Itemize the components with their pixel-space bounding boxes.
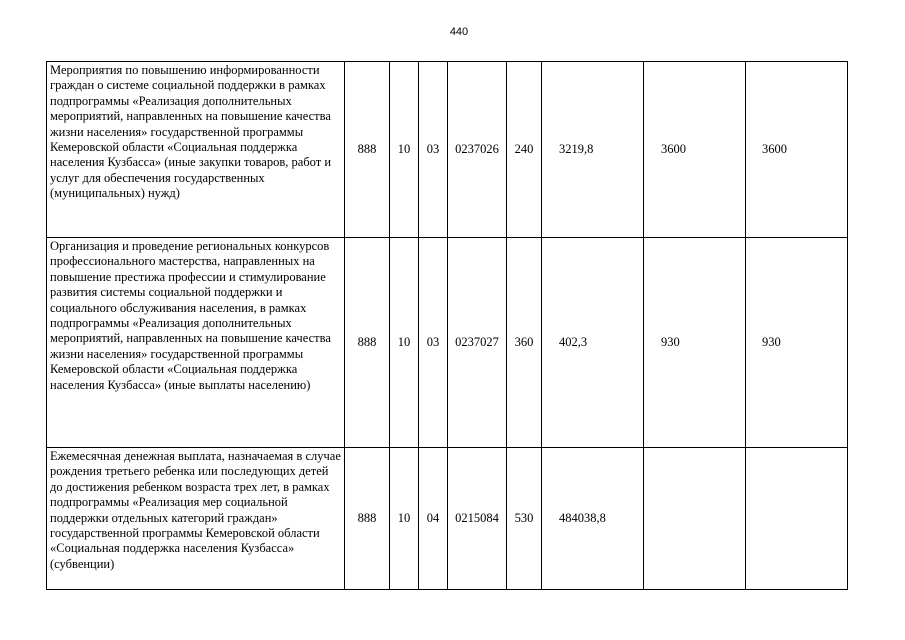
table-row — [47, 448, 848, 590]
row-description: Ежемесячная денежная выплата, назначаемая в случае рождения третьего ребенка или последующих детей до достижения ребенком возраста трех лет, в рамках подпрограммы «Реализация мер социальной поддержки отдельных категорий граждан» государственной программы Кемеровской области «Социальная поддержка населения Кузбасса» (субвенции) — [47, 448, 345, 590]
amount-year-2: 3600 — [644, 62, 746, 238]
amount-year-1: 402,3 — [542, 238, 644, 448]
target-article-code: 0237027 — [448, 238, 507, 448]
target-article-code: 0215084 — [448, 448, 507, 590]
row-description: Мероприятия по повышению информированности граждан о системе социальной поддержки в рамках подпрограммы «Реализация дополнительных мероприятий, направленных на повышение качества жизни населения» государственной программы Кемеровской области «Социальная поддержка населения Кузбасса» (иные закупки товаров, работ и услуг для обеспечения государственных (муниципальных) нужд) — [47, 62, 345, 238]
budget-table — [46, 61, 848, 590]
expense-type-code: 240 — [507, 62, 542, 238]
amount-year-1: 3219,8 — [542, 62, 644, 238]
table-row — [47, 62, 848, 238]
subsection-code: 04 — [419, 448, 448, 590]
ministry-code: 888 — [345, 238, 390, 448]
subsection-code: 03 — [419, 62, 448, 238]
ministry-code: 888 — [345, 62, 390, 238]
amount-year-2: 930 — [644, 238, 746, 448]
table-row — [47, 238, 848, 448]
section-code: 10 — [390, 62, 419, 238]
amount-year-1: 484038,8 — [542, 448, 644, 590]
section-code: 10 — [390, 448, 419, 590]
page-number: 440 — [449, 26, 469, 38]
subsection-code: 03 — [419, 238, 448, 448]
amount-year-3: 930 — [746, 238, 848, 448]
row-description: Организация и проведение региональных конкурсов профессионального мастерства, направленных на повышение престижа профессии и стимулирование развития системы социальной поддержки и социального обслуживания населения, в рамках подпрограммы «Реализация дополнительных мероприятий, направленных на повышение качества жизни населения» государственной программы Кемеровской области «Социальная поддержка населения Кузбасса» (иные выплаты населению) — [47, 238, 345, 448]
target-article-code: 0237026 — [448, 62, 507, 238]
ministry-code: 888 — [345, 448, 390, 590]
expense-type-code: 360 — [507, 238, 542, 448]
amount-year-3: 3600 — [746, 62, 848, 238]
expense-type-code: 530 — [507, 448, 542, 590]
section-code: 10 — [390, 238, 419, 448]
amount-year-3 — [746, 448, 848, 590]
amount-year-2 — [644, 448, 746, 590]
